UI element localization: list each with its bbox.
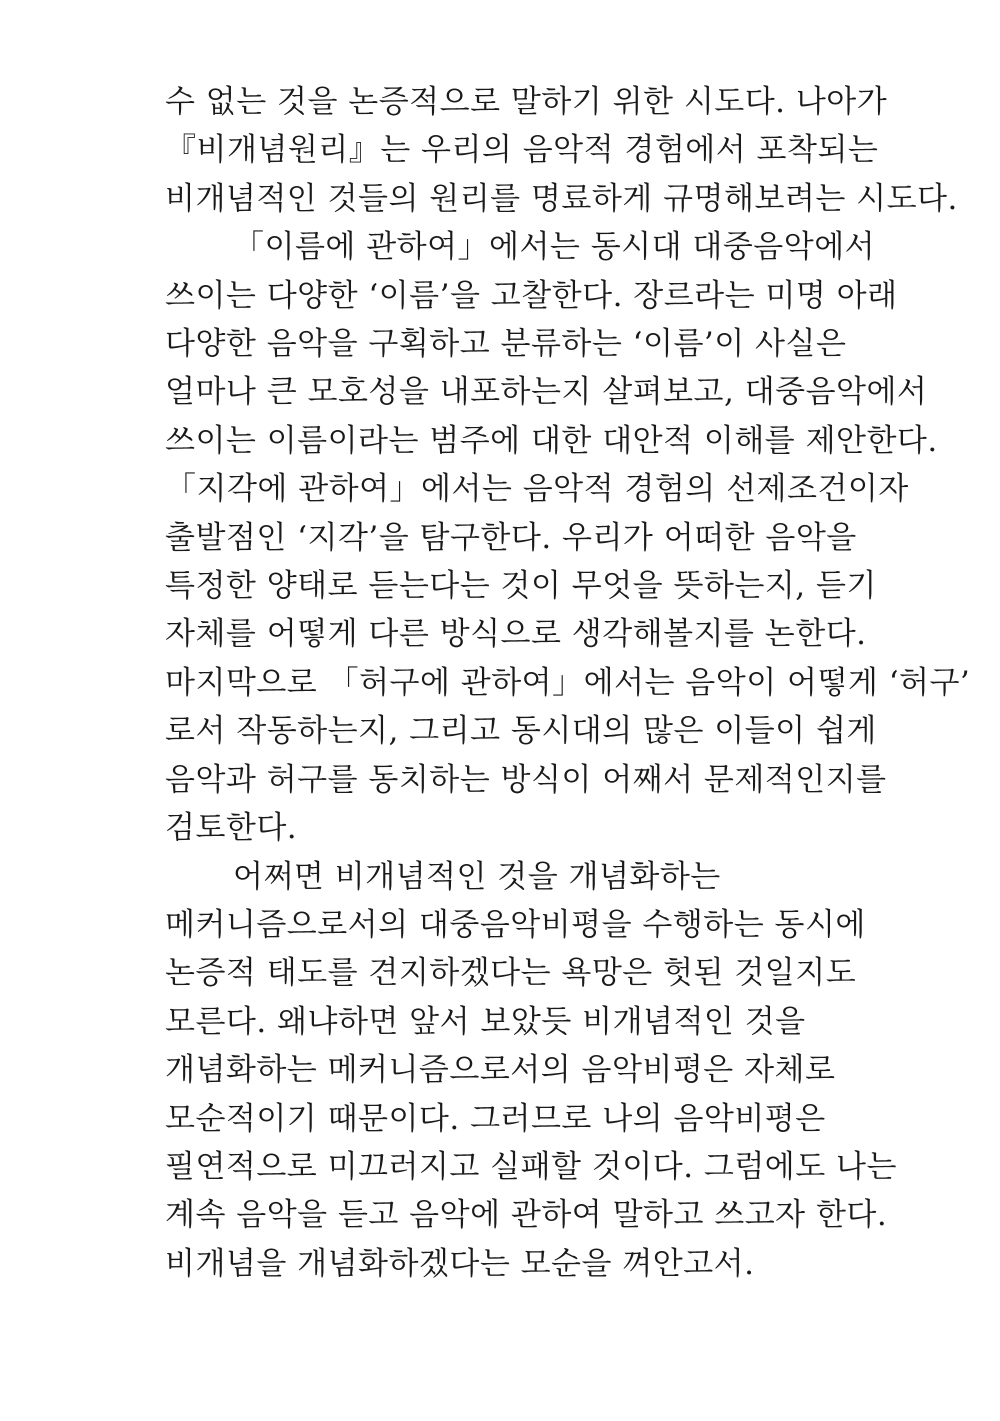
- text-line: 출발점인 ‘지각’을 탐구한다. 우리가 어떠한 음악을: [165, 519, 857, 556]
- text-line: 로서 작동하는지, 그리고 동시대의 많은 이들이 쉽게: [165, 713, 877, 750]
- text-line: 모른다. 왜냐하면 앞서 보았듯 비개념적인 것을: [165, 1003, 806, 1040]
- text-line: 다양한 음악을 구획하고 분류하는 ‘이름’이 사실은: [165, 326, 847, 363]
- text-line: 비개념적인 것들의 원리를 명료하게 규명해보려는 시도다.: [165, 180, 958, 217]
- text-line: 수 없는 것을 논증적으로 말하기 위한 시도다. 나아가: [165, 84, 888, 120]
- text-line: 메커니즘으로서의 대중음악비평을 수행하는 동시에: [165, 906, 866, 943]
- paragraph-start-line: 「이름에 관하여」에서는 동시대 대중음악에서: [233, 229, 876, 266]
- body-text: [165, 78, 971, 1288]
- text-line: 얼마나 큰 모호성을 내포하는지 살펴보고, 대중음악에서: [165, 374, 928, 411]
- text-line: 비개념을 개념화하겠다는 모순을 껴안고서.: [165, 1245, 755, 1282]
- text-line: 마지막으로 「허구에 관하여」에서는 음악이 어떻게 ‘허구’: [165, 664, 971, 701]
- paragraph-start-line: 어쩌면 비개념적인 것을 개념화하는: [233, 858, 721, 895]
- text-line: 「지각에 관하여」에서는 음악적 경험의 선제조건이자: [165, 471, 909, 508]
- text-line: 쓰이는 이름이라는 범주에 대한 대안적 이해를 제안한다.: [165, 422, 938, 459]
- text-line: 필연적으로 미끄러지고 실패할 것이다. 그럼에도 나는: [165, 1148, 897, 1185]
- text-line: 개념화하는 메커니즘으로서의 음악비평은 자체로: [165, 1052, 836, 1089]
- text-line: 쓰이는 다양한 ‘이름’을 고찰한다. 장르라는 미명 아래: [165, 277, 898, 314]
- text-line: 검토한다.: [165, 810, 298, 847]
- text-line: 논증적 태도를 견지하겠다는 욕망은 헛된 것일지도: [165, 955, 857, 992]
- text-line: 계속 음악을 듣고 음악에 관하여 말하고 쓰고자 한다.: [165, 1197, 888, 1234]
- text-line: 특정한 양태로 듣는다는 것이 무엇을 뜻하는지, 듣기: [165, 568, 877, 605]
- text-line: 자체를 어떻게 다른 방식으로 생각해볼지를 논한다.: [165, 616, 867, 653]
- text-line: 음악과 허구를 동치하는 방식이 어째서 문제적인지를: [165, 761, 887, 798]
- text-line: 『비개념원리』는 우리의 음악적 경험에서 포착되는: [165, 132, 879, 169]
- text-line: 모순적이기 때문이다. 그러므로 나의 음악비평은: [165, 1100, 826, 1137]
